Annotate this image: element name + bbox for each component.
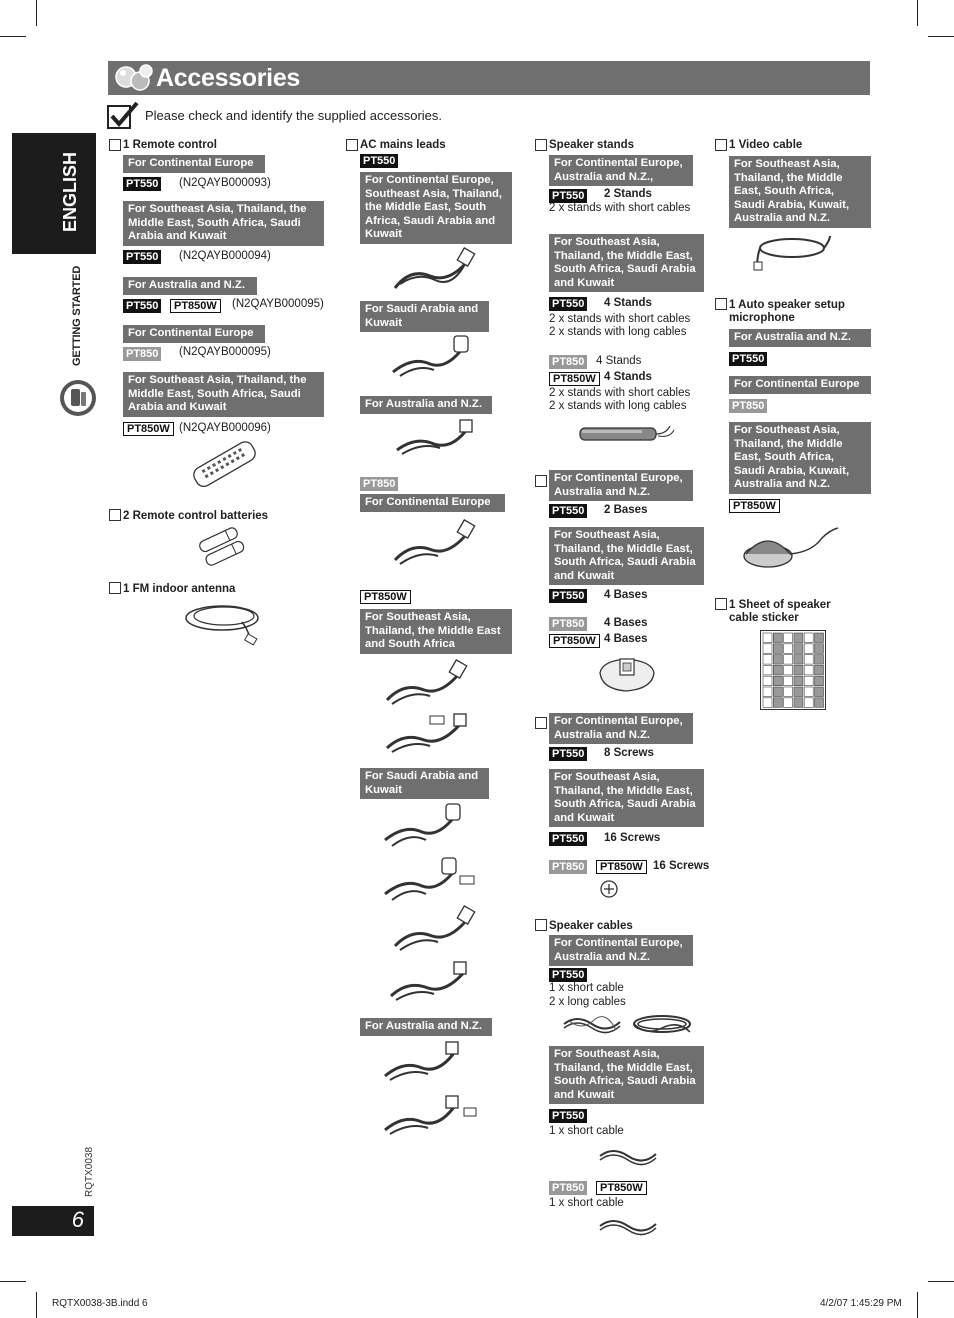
model-badge: PT550 [123,299,161,313]
part-code: (N2QAYB000094) [179,250,271,262]
model-badge: PT850W [549,634,600,648]
model-badge: PT850 [549,1181,587,1195]
checkbox[interactable] [715,139,727,151]
region-label: For Australia and N.Z. [360,396,492,414]
model-badge: PT850W [549,372,600,386]
doc-code: RQTX0038 [84,1146,95,1197]
quantity: 4 Stands [604,371,652,383]
model-badge: PT550 [729,352,767,366]
quantity: 16 Screws [604,832,661,844]
model-badge: PT550 [549,189,587,203]
ac-lead-illustration [390,906,480,956]
ac-lead-illustration [382,712,472,762]
checkbox[interactable] [535,717,547,729]
model-badge: PT550 [123,250,161,264]
region-label: For Continental Europe [360,494,505,512]
ac-lead-illustration [388,334,478,384]
ac-lead-illustration [380,856,480,906]
model-badge: PT850 [549,355,587,369]
footer-timestamp: 4/2/07 1:45:29 PM [820,1298,902,1309]
section-label: GETTING STARTED [71,265,83,366]
region-label: For Continental Europe [729,376,871,394]
region-label: For Southeast Asia, Thailand, the Middle East, South Africa, Saudi Arabia and Kuwait [549,527,704,585]
region-label: For Continental Europe, Australia and N.Z. [549,713,693,744]
model-badge: PT550 [549,589,587,603]
detail-line: 2 x stands with short cables [549,313,691,325]
item-heading: 1 Remote control [123,139,217,151]
quantity: 16 Screws [653,860,710,872]
model-badge: PT850 [549,617,587,631]
instruction-text: Please check and identify the supplied accessories. [145,108,443,123]
model-badge: PT850W [170,299,221,313]
footer-file: RQTX0038-3B.indd 6 [52,1298,148,1309]
region-label: For Australia and N.Z. [729,329,871,347]
part-code: (N2QAYB000093) [179,177,271,189]
region-label: For Australia and N.Z. [123,277,257,295]
part-code: (N2QAYB000095) [179,346,271,358]
screw-illustration [597,879,621,899]
region-label: For Southeast Asia, Thailand, the Middle East, South Africa, Saudi Arabia and Kuwait [549,769,704,827]
detail-line: 1 x short cable [549,982,624,994]
quantity: 2 Stands [604,188,652,200]
part-code: (N2QAYB000095) [232,298,324,310]
model-badge: PT850W [123,422,174,436]
title-bar [108,61,870,95]
region-label: For Southeast Asia, Thailand, the Middle East, South Africa, Saudi Arabia, Kuwait, Australia and N.Z. [729,422,871,494]
crop-mark [36,0,37,26]
region-label: For Southeast Asia, Thailand, the Middle East, South Africa, Saudi Arabia and Kuwait [123,372,324,417]
ac-lead-illustration [380,1094,480,1140]
region-label: For Continental Europe, Southeast Asia, Thailand, the Middle East, South Africa, Saudi Arabia and Kuwait [360,172,512,244]
page-number: 6 [71,1207,84,1232]
model-badge: PT850 [729,399,767,413]
detail-line: 2 x stands with short cables [549,202,691,214]
detail-line: 1 x short cable [549,1125,624,1137]
model-badge: PT550 [360,154,398,168]
region-label: For Southeast Asia, Thailand, the Middle East, South Africa, Saudi Arabia and Kuwait [549,234,704,292]
getting-started-icon [58,378,98,418]
model-badge: PT850W [596,860,647,874]
item-heading: Speaker stands [549,139,635,151]
model-badge: PT850W [360,590,411,604]
checkbox[interactable] [535,475,547,487]
checkbox[interactable] [535,919,547,931]
model-badge: PT850 [123,347,161,361]
detail-line: 2 x long cables [549,996,626,1008]
ac-lead-illustration [390,520,480,570]
item-heading: Speaker cables [549,920,633,932]
detail-line: 2 x stands with long cables [549,400,687,412]
checkbox[interactable] [346,139,358,151]
language-tab [12,133,96,254]
ac-lead-illustration [382,660,472,710]
model-badge: PT550 [123,177,161,191]
cable-sticker-sheet-illustration [760,630,826,710]
quantity: 4 Bases [604,589,648,601]
language-label: ENGLISH [60,151,80,232]
part-code: (N2QAYB000096) [179,422,271,434]
quantity: 4 Bases [604,633,648,645]
ac-lead-illustration [386,960,476,1010]
fm-antenna-illustration [182,598,272,648]
model-badge: PT550 [549,297,587,311]
ac-lead-illustration [380,1040,470,1086]
detail-line: 1 x short cable [549,1197,624,1209]
speaker-stand-illustration [578,420,678,450]
region-label: For Continental Europe [123,325,265,343]
region-label: For Southeast Asia, Thailand, the Middle East, South Africa, Saudi Arabia and Kuwait [549,1046,704,1104]
model-badge: PT850 [549,860,587,874]
checkbox[interactable] [715,298,727,310]
battery-illustration [198,527,248,567]
region-label: For Continental Europe, Australia and N.Z. [549,470,693,501]
quantity: 4 Stands [596,355,642,367]
item-heading: AC mains leads [360,139,446,151]
crop-mark [36,1292,37,1318]
model-badge: PT550 [549,1109,587,1123]
model-badge: PT850 [360,477,398,491]
region-label: For Continental Europe, Australia and N.Z. [549,935,693,966]
crop-mark [917,1292,918,1318]
microphone-illustration [742,524,842,574]
crop-mark [917,0,918,26]
item-heading: 2 Remote control batteries [123,510,269,522]
region-label: For Australia and N.Z. [360,1018,492,1036]
model-badge: PT550 [549,968,587,982]
model-badge: PT550 [549,747,587,761]
checkmark-icon [107,102,139,130]
video-cable-illustration [752,234,832,274]
detail-line: 2 x stands with long cables [549,326,687,338]
crop-mark [0,1281,26,1282]
model-badge: PT550 [549,504,587,518]
crop-mark [0,36,26,37]
checkbox[interactable] [109,582,121,594]
region-label: For Continental Europe, Australia and N.Z., [549,155,693,186]
quantity: 4 Stands [604,297,652,309]
region-label: For Saudi Arabia and Kuwait [360,768,489,799]
checkbox[interactable] [535,139,547,151]
quantity: 4 Bases [604,617,648,629]
ac-lead-illustration [390,248,480,298]
speaker-cable-illustration [562,1012,622,1036]
page-title: Accessories [156,64,301,92]
checkbox[interactable] [109,139,121,151]
ac-lead-illustration [380,802,470,852]
quantity: 8 Screws [604,747,654,759]
remote-control-illustration [190,440,260,490]
model-badge: PT550 [549,832,587,846]
item-heading: 1 FM indoor antenna [123,583,236,595]
speaker-cable-illustration [630,1010,694,1038]
checkbox[interactable] [715,598,727,610]
detail-line: 2 x stands with short cables [549,387,691,399]
model-badge: PT850W [729,499,780,513]
speaker-cable-illustration [598,1144,658,1168]
quantity: 2 Bases [604,504,648,516]
ac-lead-illustration [392,418,482,458]
crop-mark [928,1281,954,1282]
checkbox[interactable] [109,509,121,521]
accessories-icon [114,63,154,93]
speaker-cable-illustration [598,1214,658,1238]
speaker-base-illustration [598,655,658,695]
model-badge: PT850W [596,1181,647,1195]
page-number-box [12,1206,94,1236]
crop-mark [928,36,954,37]
region-label: For Continental Europe [123,155,265,173]
region-label: For Saudi Arabia and Kuwait [360,301,489,332]
region-label: For Southeast Asia, Thailand, the Middle East, South Africa, Saudi Arabia and Kuwait [123,201,324,246]
item-heading: 1 Sheet of speaker cable sticker [729,599,831,624]
region-label: For Southeast Asia, Thailand, the Middle East, South Africa, Saudi Arabia, Kuwait, Australia and N.Z. [729,156,871,228]
item-heading: 1 Auto speaker setup microphone [729,299,845,324]
region-label: For Southeast Asia, Thailand, the Middle East and South Africa [360,609,512,654]
item-heading: 1 Video cable [729,139,803,151]
